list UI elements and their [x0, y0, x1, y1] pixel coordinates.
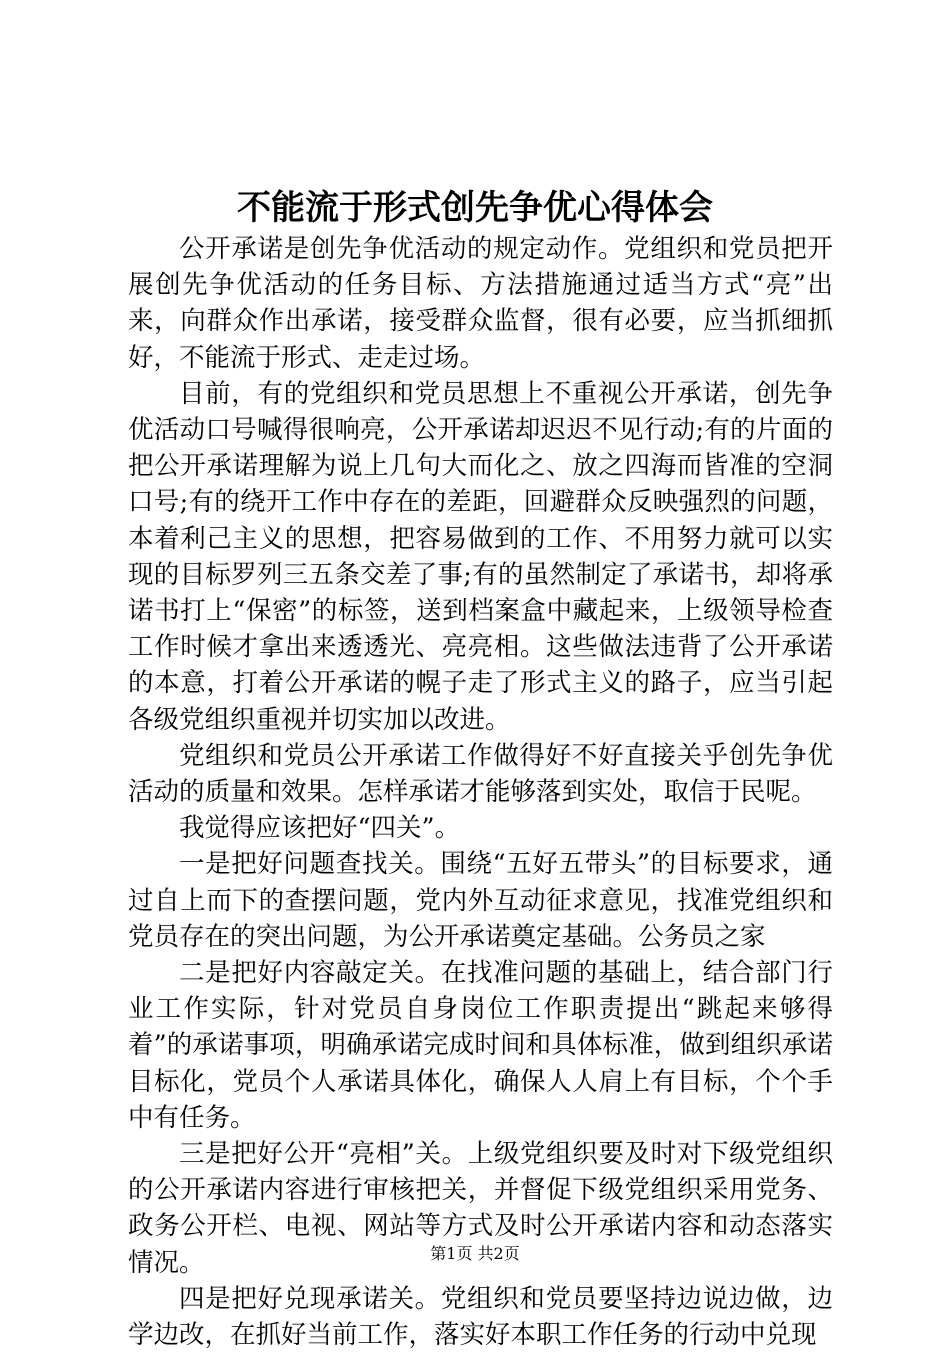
paragraph: 目前，有的党组织和党员思想上不重视公开承诺，创先争优活动口号喊得很响亮，公开承诺却迟迟不见行动;有的片面的把公开承诺理解为说上几句大而化之、放之四海而皆准的空洞口号;有的绕开工作中存在的差距，回避群众反映强烈的问题，本着利己主义的思想，把容易做到的工作、不用努力就可以实现的目标罗列三五条交差了事;有的虽然制定了承诺书，却将承诺书打上“保密”的标签，送到档案盒中藏起来，上级领导检查工作时候才拿出来透透光、亮亮相。这些做法违背了公开承诺的本意，打着公开承诺的幌子走了形式主义的路子，应当引起各级党组织重视并切实加以改进。 [128, 378, 833, 735]
document-title: 不能流于形式创先争优心得体会 [237, 188, 713, 228]
paragraph: 我觉得应该把好“四关”。 [179, 813, 461, 844]
paragraph: 公开承诺是创先争优活动的规定动作。党组织和党员把开展创先争优活动的任务目标、方法措施通过适当方式“亮”出来，向群众作出承诺，接受群众监督，很有必要，应当抓细抓好，不能流于形式、走走过场。 [128, 234, 833, 373]
paragraph: 三是把好公开“亮相”关。上级党组织要及时对下级党组织的公开承诺内容进行审核把关，并督促下级党组织采用党务、政务公开栏、电视、网站等方式及时公开承诺内容和动态落实情况。 [128, 1139, 833, 1278]
paragraph: 党组织和党员公开承诺工作做得好不好直接关乎创先争优活动的质量和效果。怎样承诺才能够落到实处，取信于民呢。 [128, 740, 833, 808]
paragraph: 一是把好问题查找关。围绕“五好五带头”的目标要求，通过自上而下的查摆问题，党内外互动征求意见，找准党组织和党员存在的突出问题，为公开承诺奠定基础。公务员之家 [128, 849, 833, 952]
paragraph: 四是把好兑现承诺关。党组织和党员要坚持边说边做，边学边改，在抓好当前工作，落实好本职工作任务的行动中兑现 [128, 1283, 833, 1351]
page-footer: 第1页 共2页 [430, 1244, 520, 1263]
document-body [128, 231, 833, 1353]
paragraph: 二是把好内容敲定关。在找准问题的基础上，结合部门行业工作实际，针对党员自身岗位工作职责提出“跳起来够得着”的承诺事项，明确承诺完成时间和具体标准，做到组织承诺目标化，党员个人承诺具体化，确保人人肩上有目标，个个手中有任务。 [128, 958, 833, 1133]
